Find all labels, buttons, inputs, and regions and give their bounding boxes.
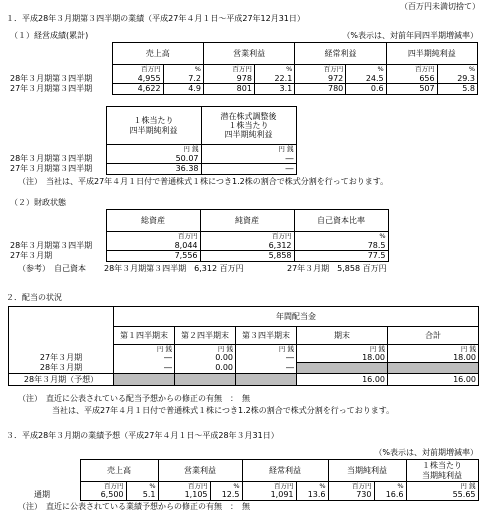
shaded-cell bbox=[388, 363, 479, 374]
unit-note: （百万円未満切捨て） bbox=[400, 2, 480, 11]
shaded-cell bbox=[297, 363, 388, 374]
unit: 円 銭 bbox=[106, 145, 201, 154]
col-eps: １株当たり 四半期純利益 bbox=[106, 107, 201, 145]
row-label: 27年３月期第３四半期 bbox=[10, 84, 93, 94]
section1-sub1-note: （%表示は、対前年同四半期増減率） bbox=[342, 31, 478, 40]
shaded-cell bbox=[114, 374, 175, 386]
equity-ref-current: 28年３月期第３四半期 6,312 百万円 bbox=[104, 264, 244, 273]
table-row: 28年３月期第３四半期 4,955 7.2 978 22.1 972 24.5 656 29.3 bbox=[8, 74, 478, 84]
dividend-note-1: （注） 直近に公表されている配当予想からの修正の有無 ： 無 bbox=[18, 394, 250, 403]
unit: 百万円 bbox=[200, 232, 294, 241]
col-equity-ratio: 自己資本比率 bbox=[294, 210, 388, 232]
unit: 円 銭 bbox=[201, 145, 296, 154]
col-annual-dividend: 年間配当金 bbox=[114, 307, 479, 327]
col-diluted-eps: 潜在株式調整後 １株当たり 四半期純利益 bbox=[201, 107, 296, 145]
forecast-footnote: （注） 直近に公表されている業績予想からの修正の有無 ： 無 bbox=[18, 502, 250, 511]
col-q1: 第１四半期末 bbox=[114, 327, 175, 345]
unit: 百万円 bbox=[203, 65, 254, 74]
table-row: 28年３月期（予想） 16.00 16.00 bbox=[9, 374, 479, 386]
section2-title: ２．配当の状況 bbox=[6, 293, 62, 302]
table-row: 27年３月期第３四半期 4,622 4.9 801 3.1 780 0.6 507 5.8 bbox=[8, 84, 478, 95]
unit: % bbox=[294, 232, 388, 241]
eps-table bbox=[8, 106, 297, 175]
table-row: 27年３月期 ― 0.00 ― 18.00 18.00 bbox=[9, 353, 479, 363]
dividends-table: 年間配当金 第１四半期末 第２四半期末 第３四半期末 期末 合計 円 銭 円 銭 円 銭 円 銭 円 銭 27年３月期 ― 0.00 ― 18.00 18.00 28年３月期 ― 0.00 ― 28年３月期（予想） 16.00 16.00 bbox=[8, 306, 479, 386]
col-total-assets: 総資産 bbox=[106, 210, 200, 232]
table-row: 28年３月期第３四半期 8,044 6,312 78.5 bbox=[8, 241, 388, 251]
unit: 百万円 bbox=[106, 232, 200, 241]
col-q3: 第３四半期末 bbox=[236, 327, 297, 345]
col-year-end: 期末 bbox=[297, 327, 388, 345]
shaded-cell bbox=[175, 374, 236, 386]
row-label: 28年３月期第３四半期 bbox=[10, 73, 93, 83]
unit: % bbox=[163, 65, 203, 74]
unit: % bbox=[437, 65, 477, 74]
unit: 百万円 bbox=[295, 65, 346, 74]
table-row: 27年３月期第３四半期 36.38 ― bbox=[8, 164, 296, 175]
col-eps: １株当たり 当期純利益 bbox=[406, 460, 478, 482]
operating-results-table bbox=[8, 42, 478, 95]
col-sales: 売上高 bbox=[112, 43, 203, 65]
table-row: 通期 6,500 5.1 1,105 12.5 1,091 13.6 730 16.6 55.65 bbox=[8, 490, 478, 501]
section1-title: １．平成28年３月期第３四半期の業績（平成27年４月１日～平成27年12月31日） bbox=[6, 14, 305, 23]
col-sales: 売上高 bbox=[80, 460, 158, 482]
table-row: 28年３月期 ― 0.00 ― bbox=[9, 363, 479, 374]
financial-position-table bbox=[8, 209, 389, 262]
col-net-income: 四半期純利益 bbox=[386, 43, 477, 65]
unit: 百万円 bbox=[112, 65, 163, 74]
unit: % bbox=[346, 65, 386, 74]
section3-note: （%表示は、対前期増減率） bbox=[374, 448, 478, 457]
section1-sub2-title: （２）財政状態 bbox=[10, 198, 66, 207]
col-ordinary-income: 経常利益 bbox=[242, 460, 328, 482]
unit: % bbox=[254, 65, 294, 74]
col-total: 合計 bbox=[388, 327, 479, 345]
forecast-table: 売上高 営業利益 経常利益 当期純利益 １株当たり 当期純利益 百万円 % 百万円 % 百万円 % 百万円 % 円 銭 通期 6,500 5.1 1,105 12.5 1,091 13.6 730 16.6 55.65 bbox=[8, 459, 479, 501]
col-operating-income: 営業利益 bbox=[158, 460, 242, 482]
table-row: 28年３月期第３四半期 50.07 ― bbox=[8, 154, 296, 164]
shaded-cell bbox=[236, 374, 297, 386]
section1-sub1-title: （１）経営成績(累計) bbox=[10, 31, 89, 40]
equity-ref-label: （参考） 自己資本 bbox=[18, 264, 86, 273]
col-operating-income: 営業利益 bbox=[203, 43, 294, 65]
col-net-income: 当期純利益 bbox=[328, 460, 406, 482]
col-net-assets: 純資産 bbox=[200, 210, 294, 232]
dividend-note-2: 当社は、平成27年４月１日付で普通株式１株につき1.2株の割合で株式分割を行っております。 bbox=[52, 406, 395, 415]
col-q2: 第２四半期末 bbox=[175, 327, 236, 345]
unit: 百万円 bbox=[386, 65, 437, 74]
section3-title: ３．平成28年３月期の業績予想（平成27年４月１日～平成28年３月31日） bbox=[6, 431, 279, 440]
col-ordinary-income: 経常利益 bbox=[295, 43, 386, 65]
table-row: 27年３月期 7,556 5,858 77.5 bbox=[8, 251, 388, 262]
split-note: （注） 当社は、平成27年４月１日付で普通株式１株につき1.2株の割合で株式分割を行っております。 bbox=[18, 177, 389, 186]
equity-ref-prior: 27年３月期 5,858 百万円 bbox=[287, 264, 387, 273]
